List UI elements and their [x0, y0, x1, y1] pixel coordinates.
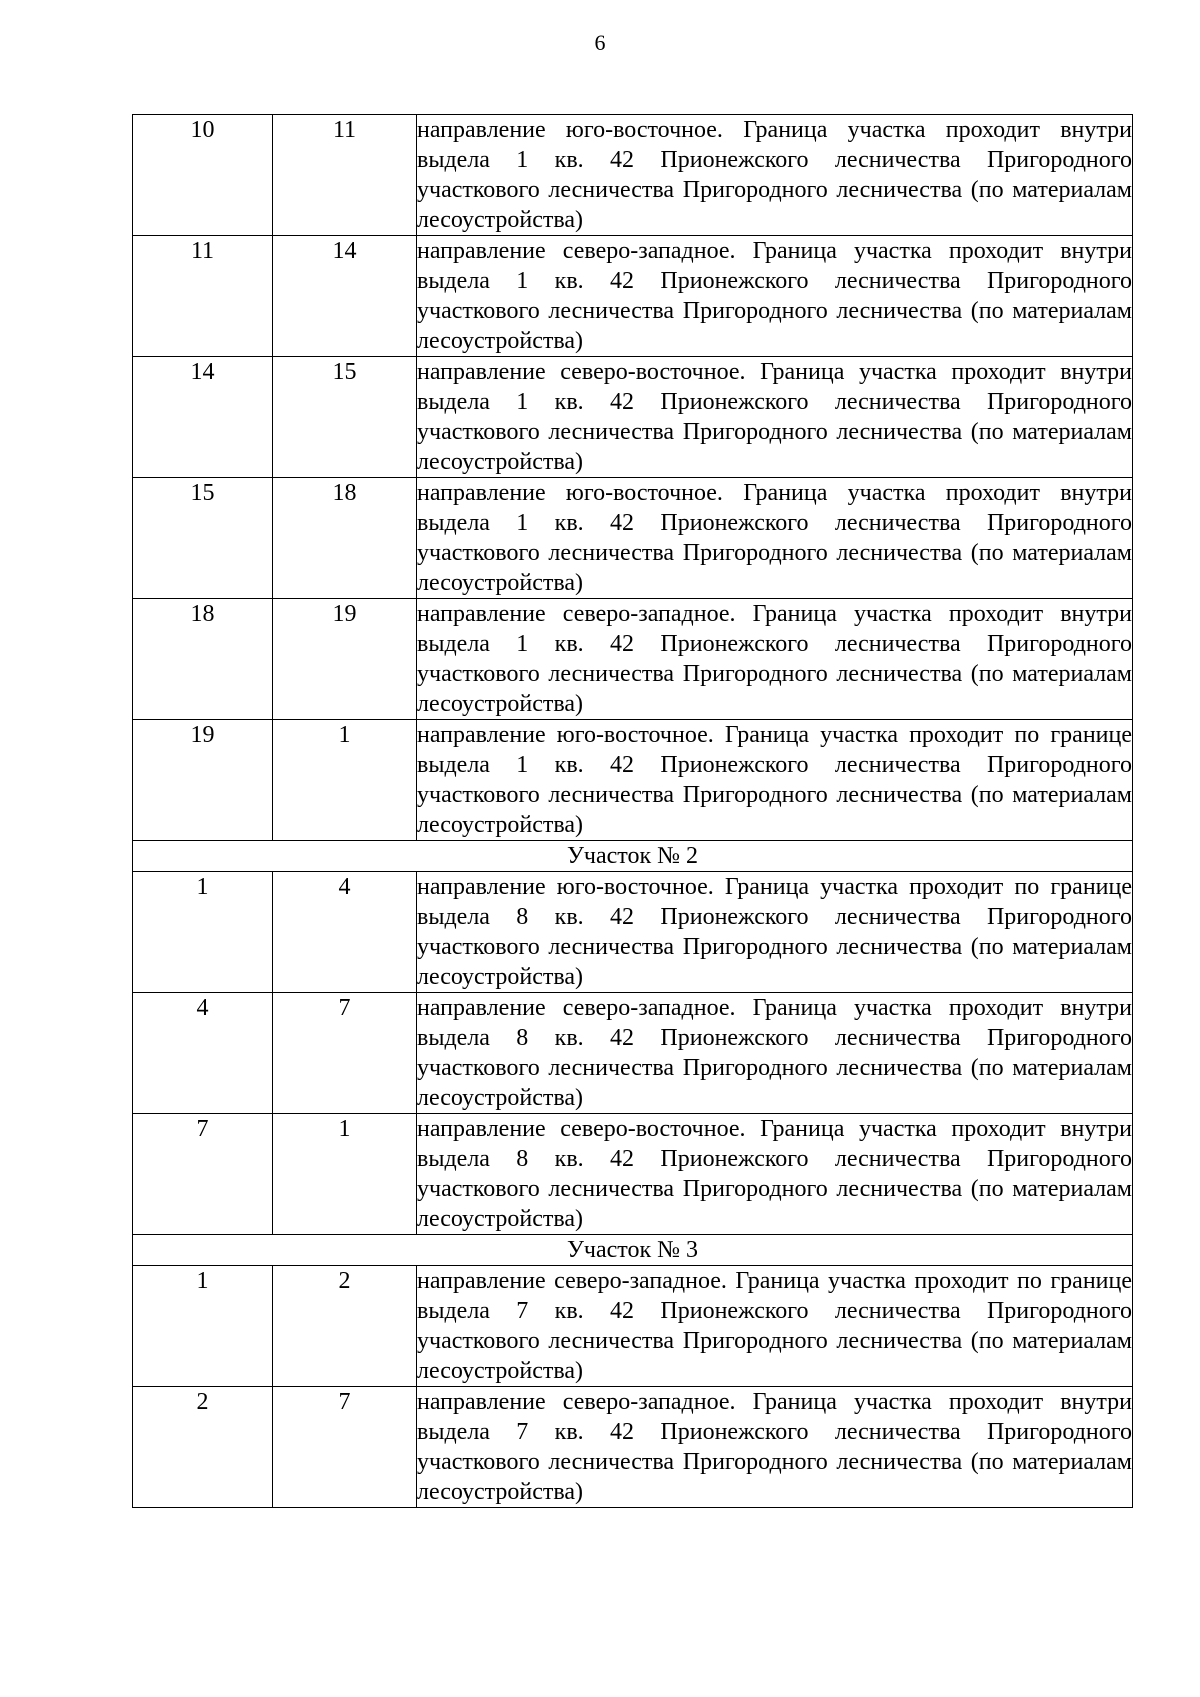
description-cell: направление северо-западное. Граница участка проходит по границе выдела 7 кв. 42 Прионежского лесничества Пригородного участкового лесничества Пригородного лесничества (по материалам лесоустройства)	[417, 1266, 1133, 1387]
point-from-cell: 15	[133, 478, 273, 599]
point-to-cell: 4	[273, 872, 417, 993]
description-cell: направление северо-восточное. Граница участка проходит внутри выдела 8 кв. 42 Прионежского лесничества Пригородного участкового лесничества Пригородного лесничества (по материалам лесоустройства)	[417, 1114, 1133, 1235]
description-cell: направление северо-восточное. Граница участка проходит внутри выдела 1 кв. 42 Прионежского лесничества Пригородного участкового лесничества Пригородного лесничества (по материалам лесоустройства)	[417, 357, 1133, 478]
table-row	[133, 993, 1133, 1114]
table-row	[133, 1387, 1133, 1508]
description-cell: направление северо-западное. Граница участка проходит внутри выдела 7 кв. 42 Прионежского лесничества Пригородного участкового лесничества Пригородного лесничества (по материалам лесоустройства)	[417, 1387, 1133, 1508]
point-from-cell: 19	[133, 720, 273, 841]
point-from-cell: 2	[133, 1387, 273, 1508]
description-cell: направление юго-восточное. Граница участка проходит внутри выдела 1 кв. 42 Прионежского лесничества Пригородного участкового лесничества Пригородного лесничества (по материалам лесоустройства)	[417, 115, 1133, 236]
point-from-cell: 1	[133, 1266, 273, 1387]
table-row	[133, 357, 1133, 478]
section-title: Участок № 3	[133, 1235, 1133, 1266]
point-from-cell: 7	[133, 1114, 273, 1235]
description-cell: направление юго-восточное. Граница участка проходит по границе выдела 8 кв. 42 Прионежского лесничества Пригородного участкового лесничества Пригородного лесничества (по материалам лесоустройства)	[417, 872, 1133, 993]
point-from-cell: 14	[133, 357, 273, 478]
point-to-cell: 2	[273, 1266, 417, 1387]
table-row	[133, 1266, 1133, 1387]
table-row	[133, 478, 1133, 599]
boundary-table	[132, 114, 1133, 1508]
description-cell: направление северо-западное. Граница участка проходит внутри выдела 8 кв. 42 Прионежского лесничества Пригородного участкового лесничества Пригородного лесничества (по материалам лесоустройства)	[417, 993, 1133, 1114]
table-row	[133, 236, 1133, 357]
table-row	[133, 872, 1133, 993]
point-to-cell: 18	[273, 478, 417, 599]
page-number: 6	[594, 30, 606, 55]
description-cell: направление юго-восточное. Граница участка проходит по границе выдела 1 кв. 42 Прионежского лесничества Пригородного участкового лесничества Пригородного лесничества (по материалам лесоустройства)	[417, 720, 1133, 841]
section-title: Участок № 2	[133, 841, 1133, 872]
point-to-cell: 1	[273, 720, 417, 841]
point-from-cell: 10	[133, 115, 273, 236]
table-row	[133, 1114, 1133, 1235]
table-row	[133, 720, 1133, 841]
section-row	[133, 1235, 1133, 1266]
description-cell: направление юго-восточное. Граница участка проходит внутри выдела 1 кв. 42 Прионежского лесничества Пригородного участкового лесничества Пригородного лесничества (по материалам лесоустройства)	[417, 478, 1133, 599]
point-to-cell: 7	[273, 1387, 417, 1508]
point-to-cell: 11	[273, 115, 417, 236]
point-from-cell: 18	[133, 599, 273, 720]
table-row	[133, 599, 1133, 720]
description-cell: направление северо-западное. Граница участка проходит внутри выдела 1 кв. 42 Прионежского лесничества Пригородного участкового лесничества Пригородного лесничества (по материалам лесоустройства)	[417, 599, 1133, 720]
point-from-cell: 4	[133, 993, 273, 1114]
point-to-cell: 19	[273, 599, 417, 720]
point-to-cell: 15	[273, 357, 417, 478]
point-from-cell: 1	[133, 872, 273, 993]
point-from-cell: 11	[133, 236, 273, 357]
point-to-cell: 7	[273, 993, 417, 1114]
description-cell: направление северо-западное. Граница участка проходит внутри выдела 1 кв. 42 Прионежского лесничества Пригородного участкового лесничества Пригородного лесничества (по материалам лесоустройства)	[417, 236, 1133, 357]
section-row	[133, 841, 1133, 872]
point-to-cell: 14	[273, 236, 417, 357]
table-body	[133, 115, 1133, 1508]
table-row	[133, 115, 1133, 236]
point-to-cell: 1	[273, 1114, 417, 1235]
